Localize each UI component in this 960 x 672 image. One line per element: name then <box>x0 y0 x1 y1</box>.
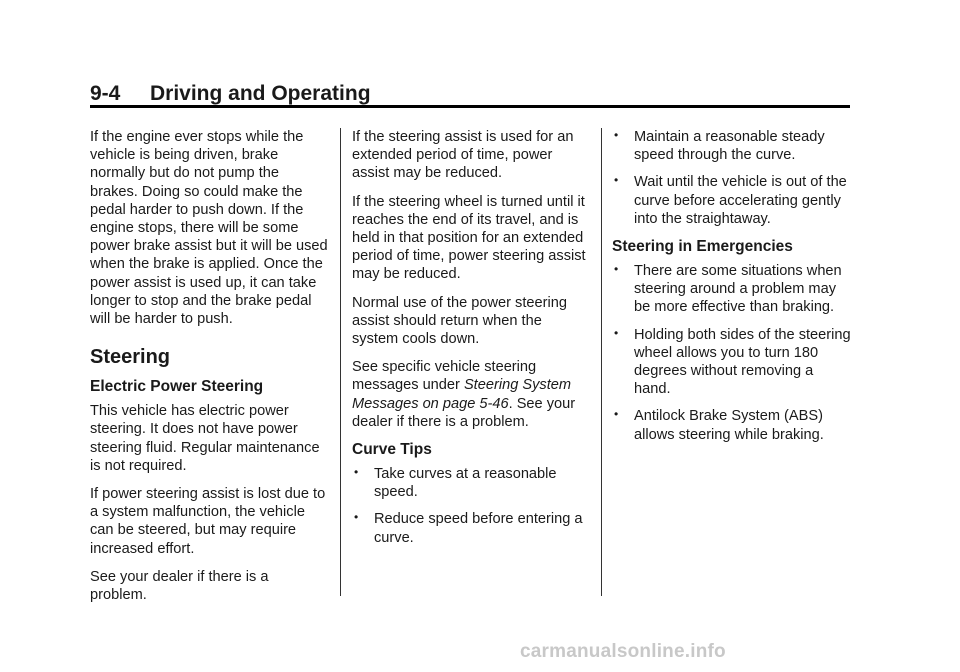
text: See specific vehicle steering messages under <box>352 359 537 394</box>
column-divider <box>340 128 341 596</box>
list-item-text: There are some situations when steering around a problem may be more effective than braking. <box>634 263 842 316</box>
column-2 <box>352 128 590 556</box>
paragraph: If the steering wheel is turned until it reaches the end of its travel, and is held in that position for an extended period of time, power steering assist may be reduced. <box>352 193 586 283</box>
list-item-text: Take curves at a reasonable speed. <box>374 466 557 501</box>
bullet-list <box>612 128 852 228</box>
bullet-icon: • <box>614 128 619 142</box>
page-header <box>90 80 850 110</box>
paragraph: This vehicle has electric power steering. It does not have power steering fluid. Regular maintenance is not required. <box>90 403 320 474</box>
list-item <box>612 262 852 317</box>
column-3 <box>612 128 852 453</box>
page-number: 9-4 <box>90 82 121 105</box>
intro-paragraph: If the engine ever stops while the vehicle is being driven, brake normally but do not pump the brakes. Doing so could make the pedal harder to push down. If the engine stops, there will be some power brake assist but it will be used when the brake is applied. Once the power assist is used up, it can take longer to stop and the brake pedal will be harder to push. <box>90 129 328 328</box>
bullet-icon: • <box>614 325 619 340</box>
list-item-text: Maintain a reasonable steady speed through the curve. <box>634 129 825 164</box>
watermark: carmanualsonline.info <box>520 641 726 662</box>
bullet-icon: • <box>614 407 619 422</box>
paragraph <box>352 358 590 431</box>
bullet-icon: • <box>614 262 619 277</box>
column-divider <box>601 128 602 596</box>
list-item-text: Wait until the vehicle is out of the curve before accelerating gently into the straightaway. <box>634 174 847 227</box>
list-item-text: Antilock Brake System (ABS) allows steering while braking. <box>634 408 824 443</box>
bullet-list <box>352 465 590 547</box>
list-item <box>352 465 590 501</box>
text: . See your dealer if there is a problem. <box>352 395 576 430</box>
curve-tips-heading: Curve Tips <box>352 441 432 459</box>
bullet-icon: • <box>614 173 619 188</box>
column-1 <box>90 128 328 614</box>
bullet-icon: • <box>354 465 359 480</box>
paragraph: Normal use of the power steering assist should return when the system cools down. <box>352 294 567 348</box>
bullet-icon: • <box>354 510 359 525</box>
list-item <box>612 407 852 443</box>
list-item <box>612 128 852 164</box>
steering-heading: Steering <box>90 346 171 369</box>
paragraph: If the steering assist is used for an extended period of time, power assist may be reduced. <box>352 129 574 182</box>
paragraph: If power steering assist is lost due to a system malfunction, the vehicle can be steered, but may require increased effort. <box>90 486 326 557</box>
list-item <box>612 173 852 228</box>
list-item <box>612 326 852 399</box>
paragraph: See your dealer if there is a problem. <box>90 568 269 604</box>
electric-power-steering-heading: Electric Power Steering <box>90 378 264 396</box>
cross-reference-link[interactable]: Steering System Messages on page 5-46 <box>352 377 572 412</box>
list-item <box>352 510 590 546</box>
header-rule <box>90 105 850 108</box>
list-item-text: Reduce speed before entering a curve. <box>374 511 583 546</box>
section-title: Driving and Operating <box>150 82 371 105</box>
bullet-list <box>612 262 852 444</box>
steering-in-emergencies-heading: Steering in Emergencies <box>612 238 793 256</box>
list-item-text: Holding both sides of the steering wheel allows you to turn 180 degrees without removing a hand. <box>634 326 851 398</box>
